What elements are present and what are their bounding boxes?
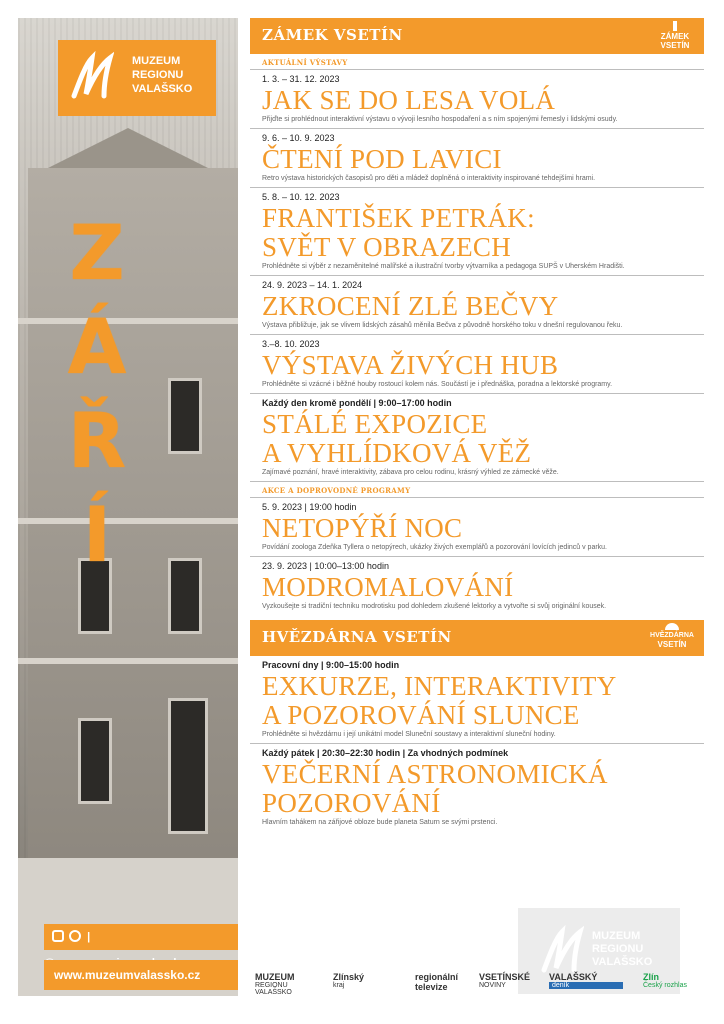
event-title: ČTENÍ POD LAVICI [262, 144, 502, 174]
event-title: ZKROCENÍ ZLÉ BEČVY [262, 291, 559, 321]
event-item [250, 69, 704, 128]
website-link[interactable]: www.muzeumvalassko.cz [54, 968, 201, 982]
event-item [250, 497, 704, 556]
programs-subhead: AKCE A DOPROVODNÉ PROGRAMY [250, 481, 704, 497]
zlinsky-kraj-logo [333, 972, 397, 989]
partner-logos [255, 972, 705, 1008]
event-title: SVĚT V OBRAZECH [262, 232, 512, 262]
partner-logo-text: NOVINY [479, 982, 506, 989]
partner-logo-text: Zlín [643, 972, 659, 982]
observatory-icon [665, 623, 679, 630]
logo-line: VALAŠSKO [132, 83, 193, 95]
zamek-badge [656, 21, 694, 51]
partner-logo-text: MUZEUM [255, 972, 295, 982]
event-title: POZOROVÁNÍ [262, 788, 441, 818]
event-date: Každý pátek | 20:30–22:30 hodin | Za vhodných podmínek [262, 748, 509, 758]
building-ledge [18, 658, 238, 664]
badge-line: VSETÍN [657, 640, 687, 649]
event-description: Retro výstava historických časopisů pro děti a mládež doplněná o interaktivity inspirované tehdejšími hrami. [262, 175, 596, 182]
badge-line: ZÁMEK [660, 32, 690, 41]
regionalni-televize-logo [415, 972, 467, 992]
event-description: Prohlédněte si výběr z nezaměnitelné malířské a ilustrační tvorby výtvarníka a pedagoga SUPŠ v Uherském Hradišti. [262, 263, 625, 270]
event-item [250, 128, 704, 187]
logo-line: REGIONU [132, 69, 184, 81]
museum-logo-text [132, 54, 192, 96]
badge-line: VSETÍN [660, 41, 690, 50]
hvezdarna-badge [650, 623, 694, 653]
event-date: 24. 9. 2023 – 14. 1. 2024 [262, 280, 363, 290]
event-title: VÝSTAVA ŽIVÝCH HUB [262, 350, 559, 380]
event-title: VEČERNÍ ASTRONOMICKÁ [262, 759, 608, 789]
event-item [250, 556, 704, 615]
vsetinske-noviny-logo [479, 972, 539, 989]
hvezdarna-list [250, 656, 704, 831]
event-date: 1. 3. – 31. 12. 2023 [262, 74, 340, 84]
event-title: NETOPÝŘÍ NOC [262, 513, 463, 543]
programs-list [250, 497, 704, 615]
hvezdarna-header [250, 620, 704, 656]
partner-logo-text: VALAŠSKÝ [549, 972, 598, 982]
event-description: Přijďte si prohlédnout interaktivní výstavu o vývoji lesního hospodaření a s ním spojenými řemesly i lidskými osudy. [262, 116, 618, 123]
event-date: Pracovní dny | 9:00–15:00 hodin [262, 660, 400, 670]
building-roof [48, 128, 208, 168]
event-title: FRANTIŠEK PETRÁK: [262, 203, 535, 233]
event-date: 5. 9. 2023 | 19:00 hodin [262, 502, 357, 512]
valassky-denik-logo [549, 972, 623, 989]
partner-logo-text: Zlínský [333, 972, 365, 982]
badge-line: HVĚZDÁRNA [650, 632, 694, 639]
partner-logo-text: kraj [333, 982, 345, 989]
building-door [168, 698, 208, 834]
month-letter: Z [69, 208, 125, 297]
partner-logo-text: regionální televize [415, 972, 459, 992]
partner-logo-text: deník [549, 982, 623, 989]
building-window [168, 378, 202, 454]
month-letter: Ř [67, 396, 127, 485]
event-item [250, 187, 704, 275]
exhibitions-list [250, 69, 704, 481]
event-date: 9. 6. – 10. 9. 2023 [262, 133, 335, 143]
event-item [250, 393, 704, 481]
social-separator: | [87, 931, 91, 943]
program-column [250, 18, 704, 831]
building-window [168, 558, 202, 634]
event-item [250, 334, 704, 393]
social-bar[interactable] [44, 924, 238, 950]
exhibitions-subhead: AKTUÁLNÍ VÝSTAVY [262, 58, 348, 67]
watermark-line: VALAŠSKO [592, 956, 653, 968]
partner-logo-text: VALAŠSKO [255, 989, 292, 996]
partner-logo-text: VSETÍNSKÉ [479, 972, 531, 982]
website-bar[interactable] [44, 960, 238, 990]
building-photo-panel [18, 18, 238, 996]
partner-logo-text: REGIONU [255, 982, 288, 989]
event-description: Prohlédněte si hvězdárnu i její unikátní model Sluneční soustavy a interaktivní sluneční hodiny. [262, 731, 556, 738]
museum-m-icon [540, 924, 584, 978]
building-window [78, 718, 112, 804]
watermark-line: REGIONU [592, 943, 644, 955]
event-description: Prohlédněte si vzácné i běžné houby rostoucí kolem nás. Součástí je i přednáška, poradna a lektorské programy. [262, 381, 613, 388]
museum-m-icon [70, 50, 114, 104]
month-letter: Á [67, 302, 127, 391]
partner-logo-text: Český rozhlas [643, 982, 687, 989]
facebook-icon[interactable] [69, 930, 81, 942]
zamek-title: ZÁMEK VSETÍN [262, 26, 403, 44]
event-description: Výstava přibližuje, jak se vlivem lidských zásahů měnila Bečva z původně horského toku v dnešní regulovanou řeku. [262, 322, 623, 329]
month-title [52, 206, 142, 582]
event-title: JAK SE DO LESA VOLÁ [262, 85, 556, 115]
event-title: STÁLÉ EXPOZICE [262, 409, 488, 439]
event-date: 23. 9. 2023 | 10:00–13:00 hodin [262, 561, 389, 571]
event-date: 5. 8. – 10. 12. 2023 [262, 192, 340, 202]
tower-icon [673, 21, 677, 31]
hvezdarna-title: HVĚZDÁRNA VSETÍN [262, 628, 452, 646]
event-title: A POZOROVÁNÍ SLUNCE [262, 700, 580, 730]
month-letter: Í [82, 490, 112, 579]
watermark-text [592, 930, 652, 969]
watermark-line: MUZEUM [592, 930, 641, 942]
event-item [250, 656, 704, 743]
event-item [250, 275, 704, 334]
museum-logo [58, 40, 216, 116]
event-description: Zajímavé poznání, hravé interaktivity, zábava pro celou rodinu, krásný výhled ze zámecké věže. [262, 469, 559, 476]
muzeum-logo [255, 972, 315, 996]
zamek-header [250, 18, 704, 54]
event-date: Každý den kromě pondělí | 9:00–17:00 hodin [262, 398, 452, 408]
zlin-cesky-rozhlas-logo [643, 972, 697, 989]
event-title: EXKURZE, INTERAKTIVITY [262, 671, 617, 701]
event-title: A VYHLÍDKOVÁ VĚŽ [262, 438, 532, 468]
logo-line: MUZEUM [132, 55, 181, 67]
event-description: Hlavním tahákem na zářijové obloze bude planeta Saturn se svými prstenci. [262, 819, 498, 826]
event-date: 3.–8. 10. 2023 [262, 339, 320, 349]
event-description: Povídání zoologa Zdeňka Tyllera o netopýrech, ukázky živých exemplářů a pozorování lovících jedinců v parku. [262, 544, 608, 551]
event-description: Vyzkoušejte si tradiční techniku modrotisku pod dohledem zkušené lektorky a vytvořte si svůj originální kousek. [262, 603, 607, 610]
event-title: MODROMALOVÁNÍ [262, 572, 514, 602]
event-item [250, 743, 704, 831]
instagram-icon[interactable] [52, 930, 64, 942]
